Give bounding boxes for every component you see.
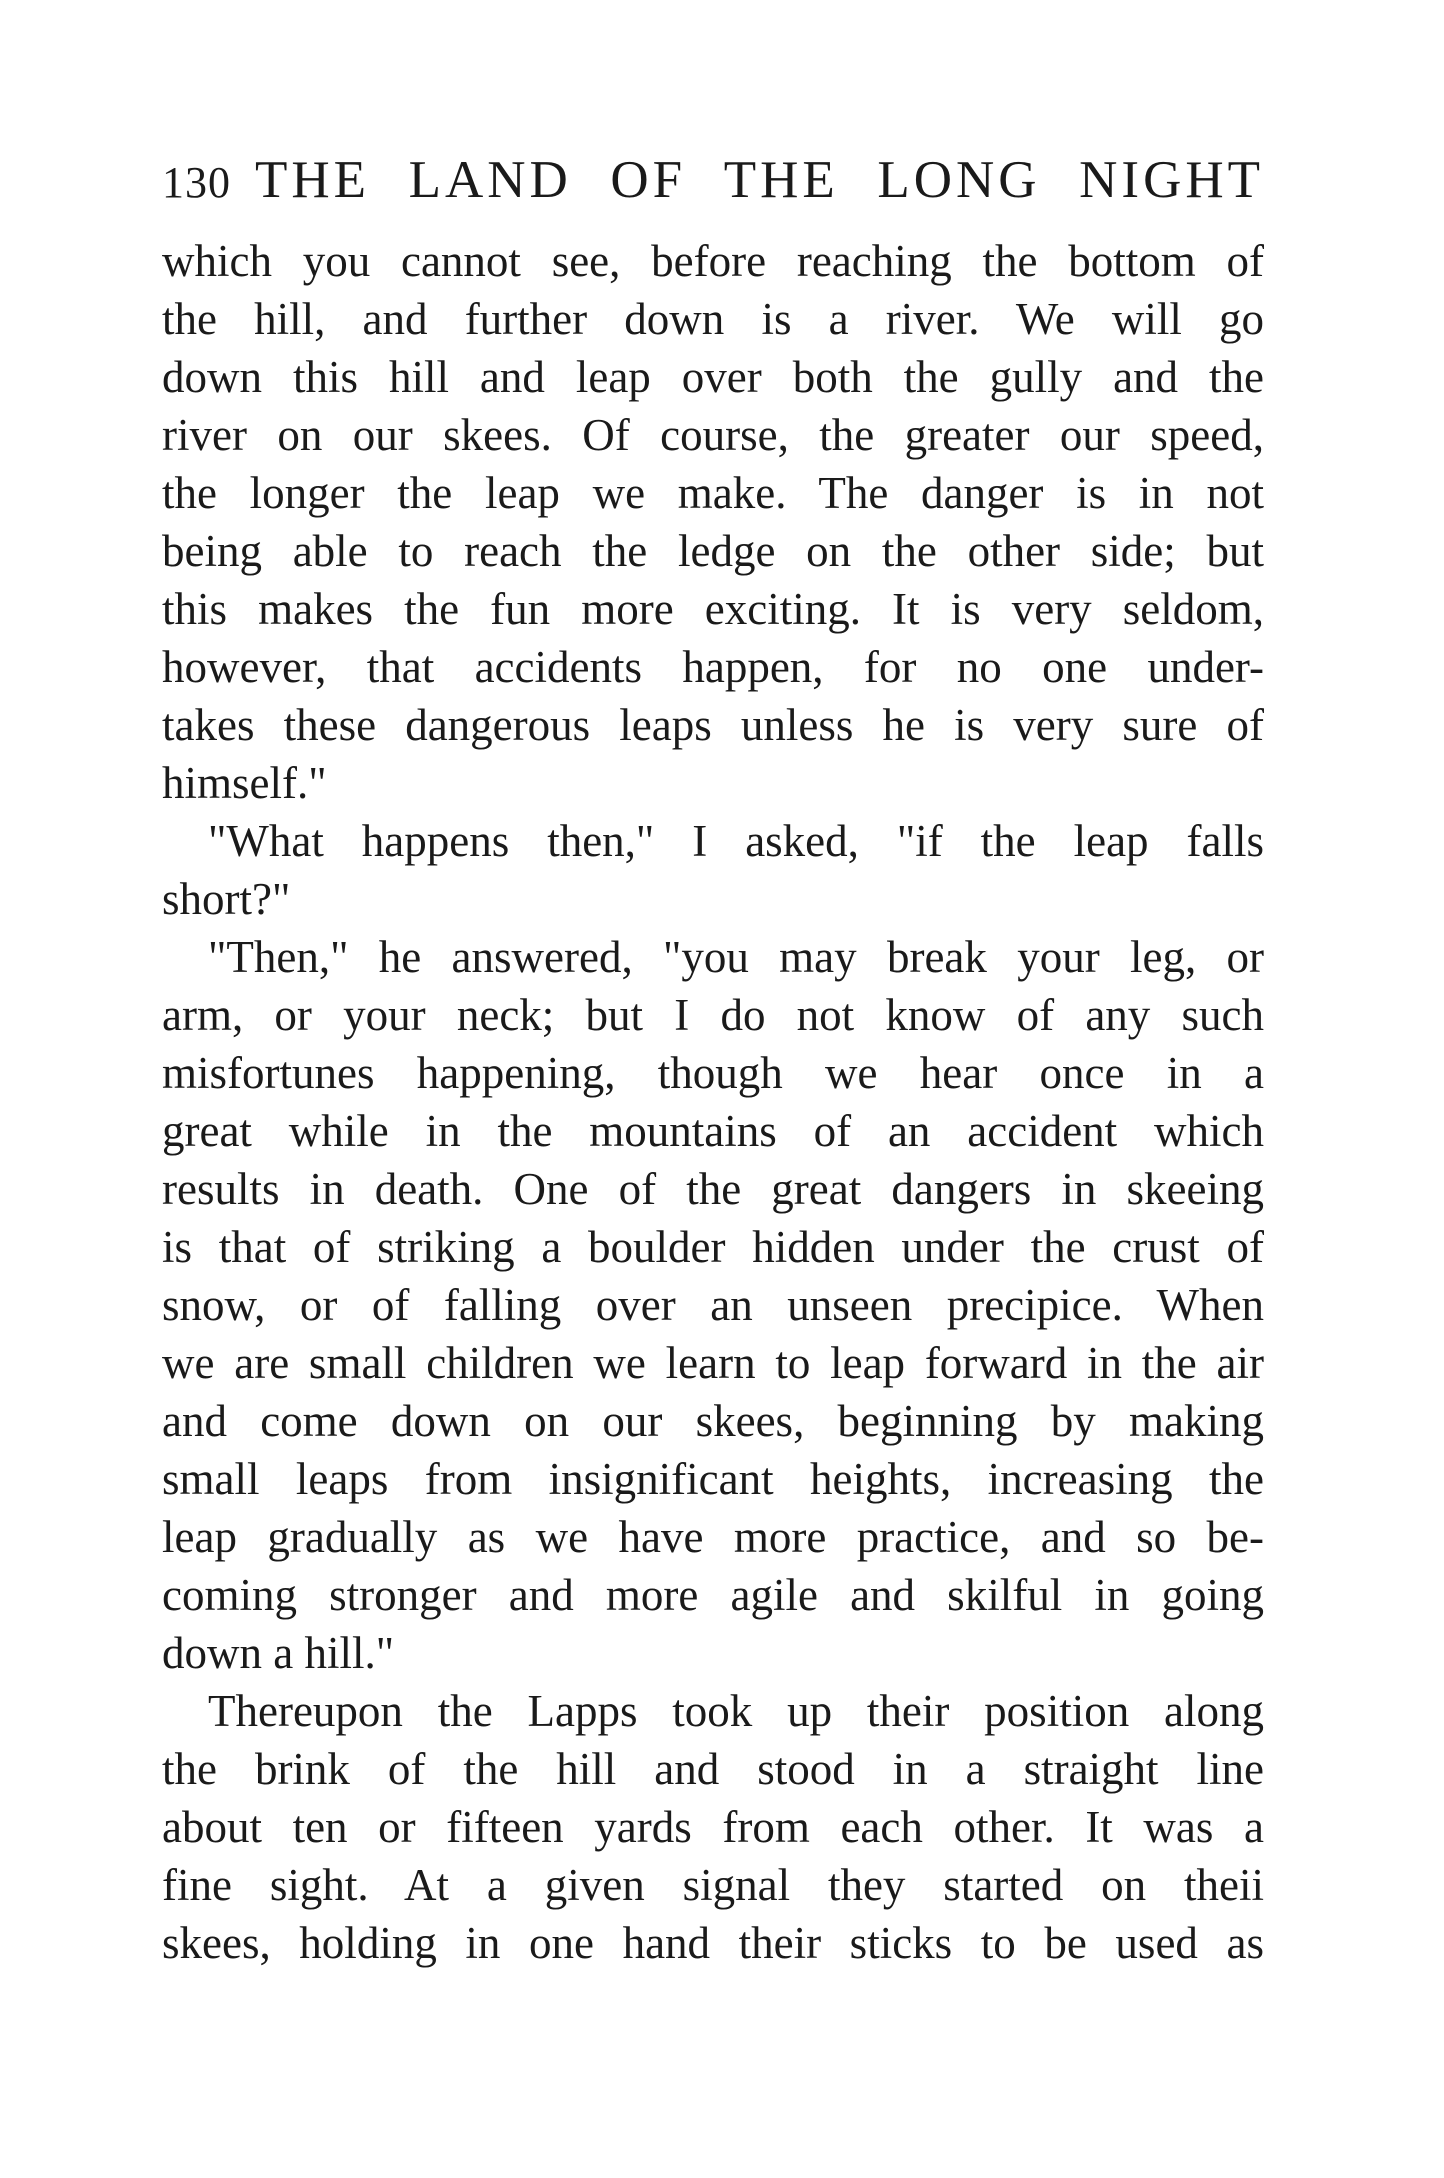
text-line: snow, or of falling over an unseen precipice. When bbox=[162, 1280, 1264, 1330]
paragraph bbox=[162, 928, 1264, 1682]
text-line: about ten or fifteen yards from each other. It was a bbox=[162, 1802, 1264, 1852]
running-head bbox=[162, 150, 1264, 228]
text-line: the longer the leap we make. The danger is in not bbox=[162, 468, 1264, 518]
text-line: however, that accidents happen, for no one under- bbox=[162, 642, 1264, 692]
text-line: the hill, and further down is a river. We will go bbox=[162, 294, 1264, 344]
book-page bbox=[162, 150, 1264, 1972]
text-line: skees, holding in one hand their sticks to be used as bbox=[162, 1918, 1264, 1968]
text-line: which you cannot see, before reaching the bottom of bbox=[162, 236, 1264, 286]
text-line: short?" bbox=[162, 874, 291, 924]
text-line: is that of striking a boulder hidden under the crust of bbox=[162, 1222, 1264, 1272]
text-line: leap gradually as we have more practice, and so be- bbox=[162, 1512, 1264, 1562]
text-line: misfortunes happening, though we hear once in a bbox=[162, 1048, 1264, 1098]
text-line: himself." bbox=[162, 758, 327, 808]
running-title: THE LAND OF THE LONG NIGHT bbox=[255, 151, 1264, 209]
text-line: being able to reach the ledge on the other side; but bbox=[162, 526, 1264, 576]
text-line: small leaps from insignificant heights, increasing the bbox=[162, 1454, 1264, 1504]
text-line: takes these dangerous leaps unless he is very sure of bbox=[162, 700, 1264, 750]
text-line: "What happens then," I asked, "if the leap falls bbox=[208, 816, 1264, 866]
text-line: down this hill and leap over both the gully and the bbox=[162, 352, 1264, 402]
text-line: the brink of the hill and stood in a straight line bbox=[162, 1744, 1264, 1794]
text-line: and come down on our skees, beginning by making bbox=[162, 1396, 1264, 1446]
paragraph bbox=[162, 812, 1264, 928]
text-line: coming stronger and more agile and skilful in going bbox=[162, 1570, 1264, 1620]
paragraph bbox=[162, 1682, 1264, 1972]
text-line: river on our skees. Of course, the greater our speed, bbox=[162, 410, 1264, 460]
page-number: 130 bbox=[162, 158, 231, 207]
text-line: great while in the mountains of an accident which bbox=[162, 1106, 1264, 1156]
body-text bbox=[162, 232, 1264, 1972]
text-line: we are small children we learn to leap forward in the air bbox=[162, 1338, 1264, 1388]
text-line: this makes the fun more exciting. It is very seldom, bbox=[162, 584, 1264, 634]
text-line: down a hill." bbox=[162, 1628, 395, 1678]
paragraph bbox=[162, 232, 1264, 812]
text-line: fine sight. At a given signal they started on theii bbox=[162, 1860, 1264, 1910]
text-line: "Then," he answered, "you may break your leg, or bbox=[208, 932, 1264, 982]
text-line: arm, or your neck; but I do not know of any such bbox=[162, 990, 1264, 1040]
text-line: Thereupon the Lapps took up their position along bbox=[208, 1686, 1264, 1736]
text-line: results in death. One of the great dangers in skeeing bbox=[162, 1164, 1264, 1214]
